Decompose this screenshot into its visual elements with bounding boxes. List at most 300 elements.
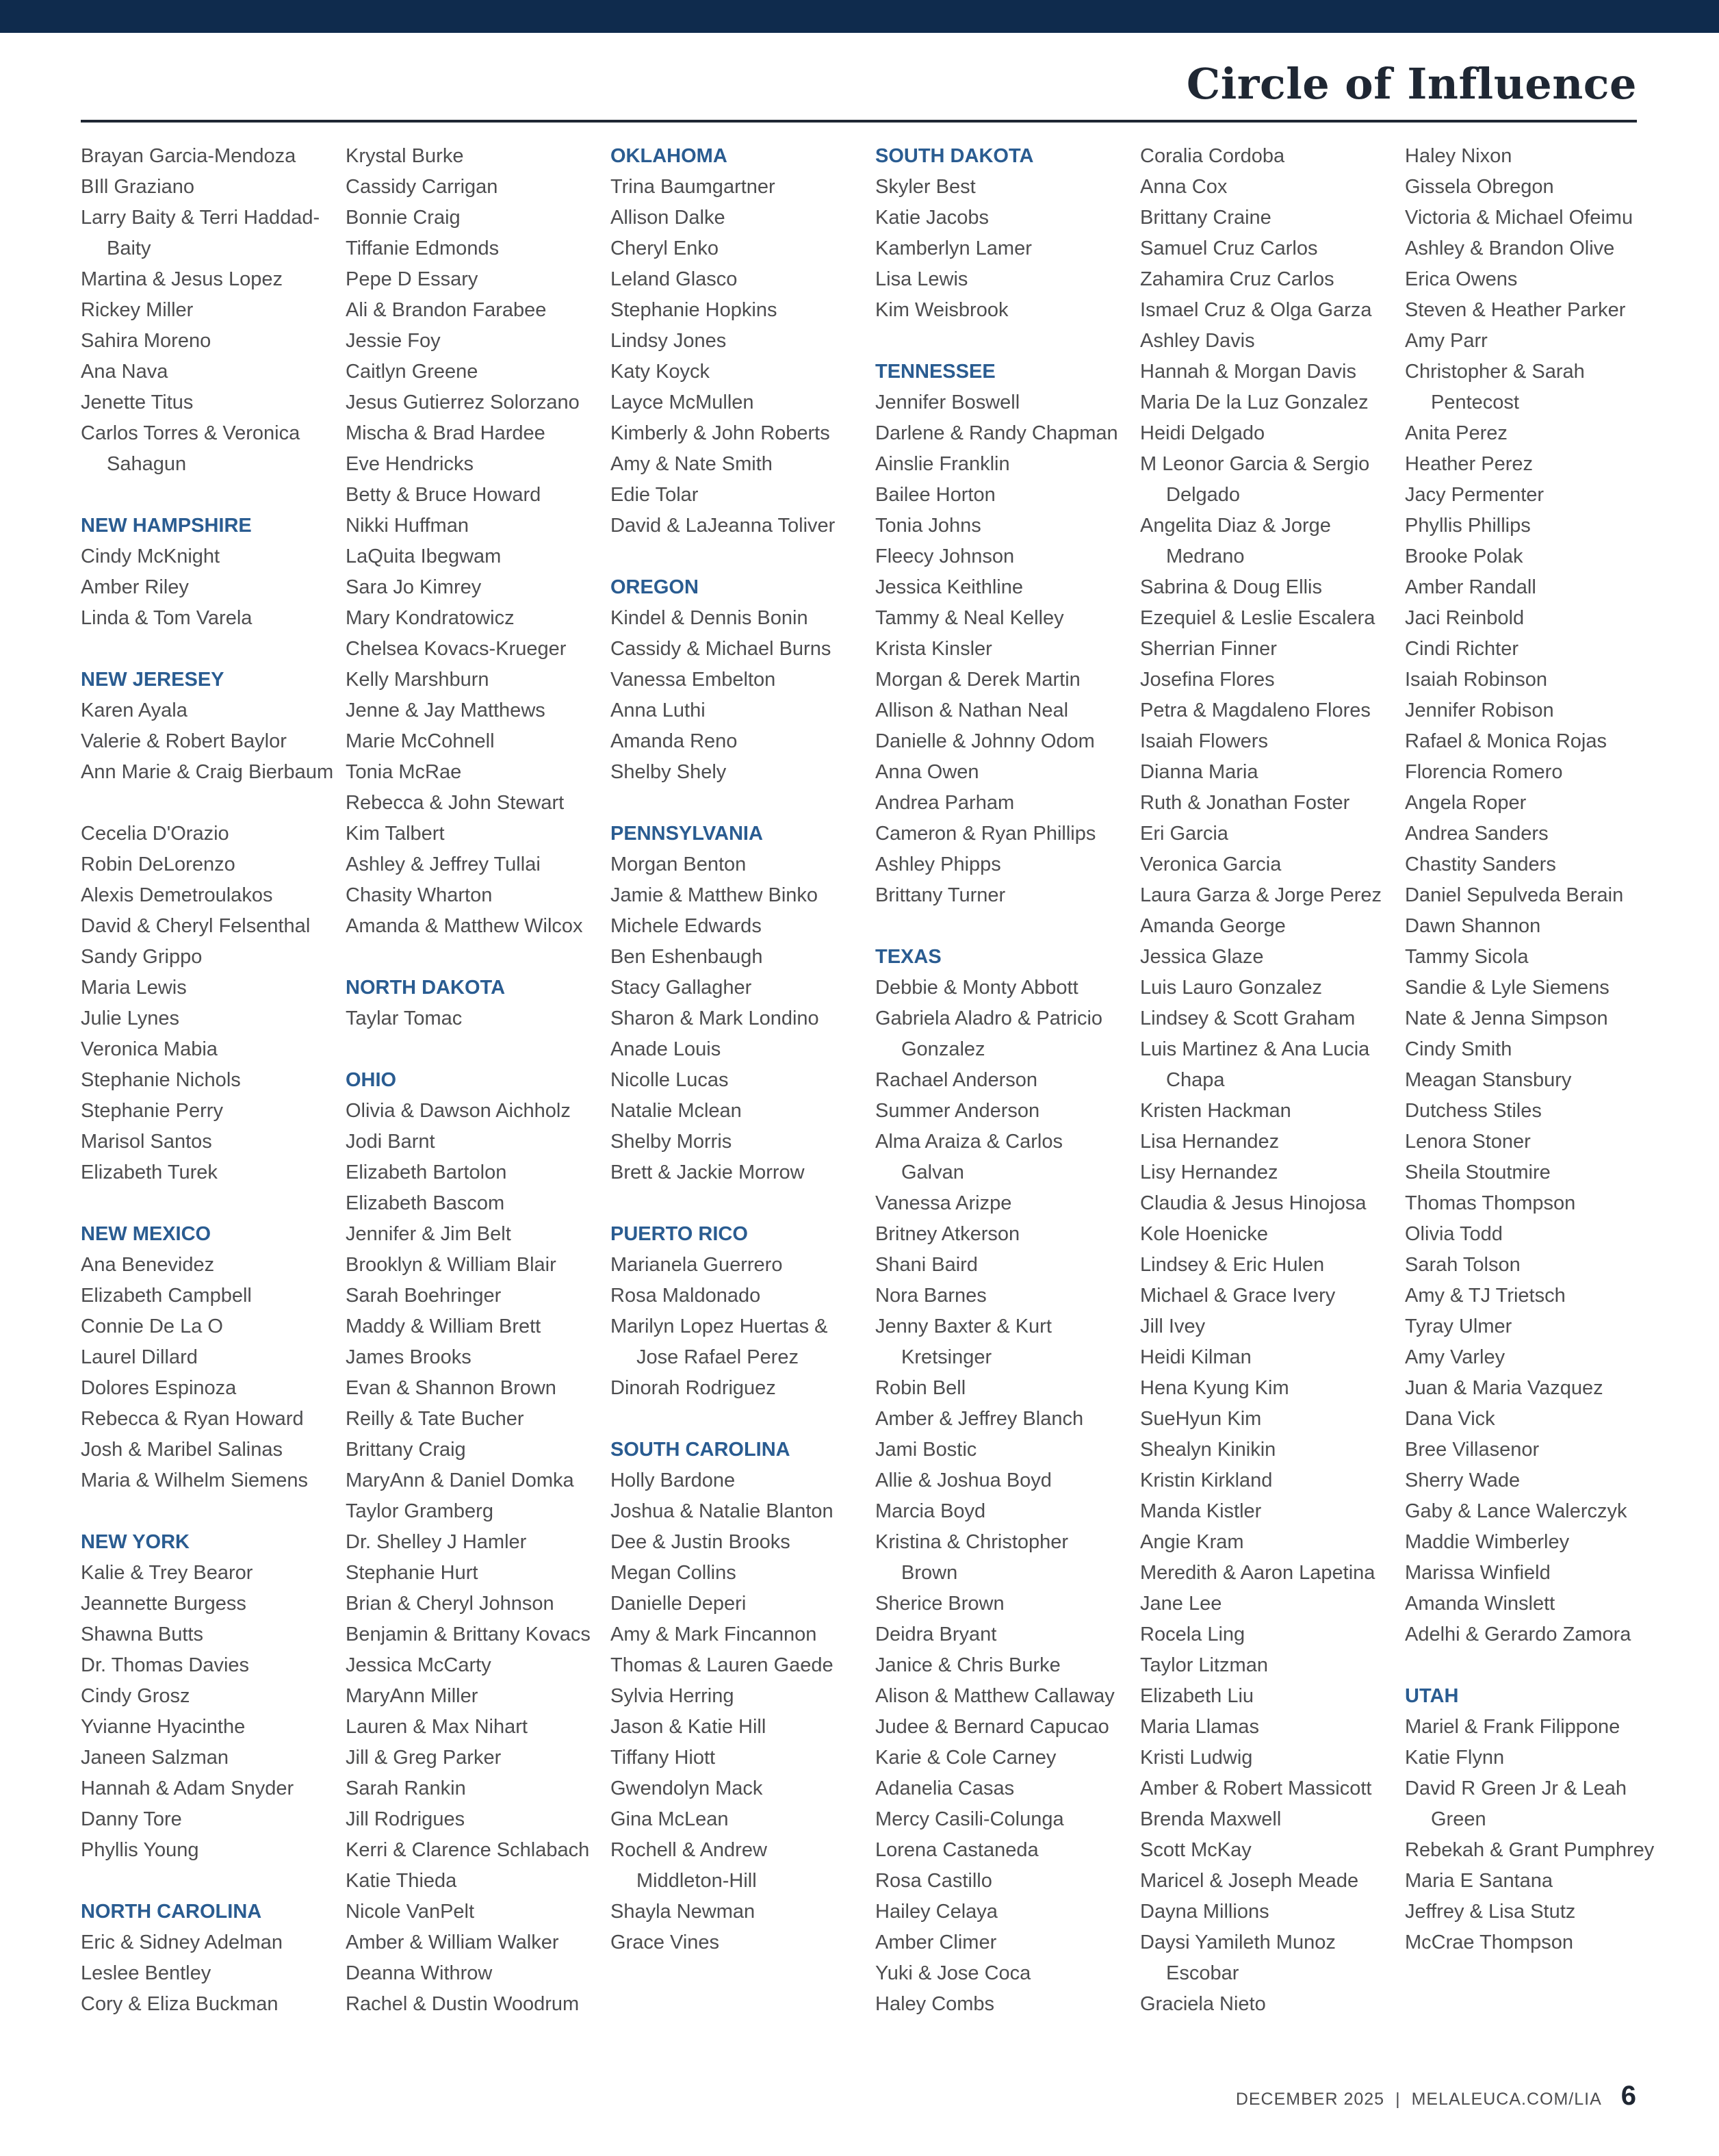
member-name: Jill Ivey bbox=[1140, 1316, 1206, 1337]
member-name: Isaiah Flowers bbox=[1140, 730, 1268, 752]
member-name: Betty & Bruce Howard bbox=[346, 484, 541, 506]
state-heading: TEXAS bbox=[875, 946, 942, 968]
member-name: Leslee Bentley bbox=[81, 1962, 211, 1984]
member-name: Elizabeth Liu bbox=[1140, 1685, 1254, 1707]
member-name: Lindsy Jones bbox=[610, 330, 727, 352]
member-name: Michele Edwards bbox=[610, 915, 762, 937]
member-name: Shayla Newman bbox=[610, 1901, 755, 1923]
member-name: Tiffanie Edmonds bbox=[346, 238, 500, 259]
member-name: Dana Vick bbox=[1405, 1408, 1495, 1430]
member-name: Luis Lauro Gonzalez bbox=[1140, 977, 1322, 999]
member-name: Veronica Mabia bbox=[81, 1038, 218, 1060]
member-name: Amy & Mark Fincannon bbox=[610, 1624, 817, 1645]
section-gap bbox=[81, 634, 334, 665]
member-name: Ashley Davis bbox=[1140, 330, 1255, 352]
member-name: Hannah & Adam Snyder bbox=[81, 1778, 294, 1799]
member-name: Mercy Casili-Colunga bbox=[875, 1808, 1064, 1830]
member-name: Mary Kondratowicz bbox=[346, 607, 515, 629]
member-name: Hailey Celaya bbox=[875, 1901, 998, 1923]
member-name: Taylor Litzman bbox=[1140, 1654, 1268, 1676]
member-name: Thomas Thompson bbox=[1405, 1192, 1576, 1214]
member-name: Amy & Nate Smith bbox=[610, 453, 773, 475]
member-name: Jessica Keithline bbox=[875, 576, 1023, 598]
column-1 bbox=[81, 141, 334, 2020]
member-name: Gissela Obregon bbox=[1405, 176, 1554, 198]
member-name: Adanelia Casas bbox=[875, 1778, 1015, 1799]
member-name: Julie Lynes bbox=[81, 1008, 180, 1029]
member-name: Darlene & Randy Chapman bbox=[875, 422, 1118, 444]
member-name: Brittany Turner bbox=[875, 884, 1006, 906]
member-name: Vanessa Arizpe bbox=[875, 1192, 1012, 1214]
member-name: Tammy & Neal Kelley bbox=[875, 607, 1064, 629]
member-name: Jenne & Jay Matthews bbox=[346, 700, 545, 721]
member-name: Amy Parr bbox=[1405, 330, 1488, 352]
member-name: Sheila Stoutmire bbox=[1405, 1162, 1551, 1183]
member-name: Haley Combs bbox=[875, 1993, 995, 2015]
column-5 bbox=[1140, 141, 1393, 2020]
section-gap bbox=[875, 326, 1128, 357]
member-name: Rachel & Dustin Woodrum bbox=[346, 1993, 580, 2015]
section-gap bbox=[81, 1866, 334, 1897]
member-name: Cindi Richter bbox=[1405, 638, 1518, 660]
member-name: Kimberly & John Roberts bbox=[610, 422, 830, 444]
member-name: Kristin Kirkland bbox=[1140, 1470, 1273, 1491]
member-name: Christopher & Sarah Pentecost bbox=[1405, 361, 1585, 413]
member-name: Dianna Maria bbox=[1140, 761, 1258, 783]
member-name: Amber & William Walker bbox=[346, 1932, 559, 1953]
member-name: Daniel Sepulveda Berain bbox=[1405, 884, 1624, 906]
member-name: Edie Tolar bbox=[610, 484, 699, 506]
member-name: David & LaJeanna Toliver bbox=[610, 515, 836, 537]
member-name: Maricel & Joseph Meade bbox=[1140, 1870, 1359, 1892]
member-name: Jill & Greg Parker bbox=[346, 1747, 502, 1769]
member-name: Dr. Shelley J Hamler bbox=[346, 1531, 527, 1553]
member-name: MaryAnn Miller bbox=[346, 1685, 478, 1707]
member-name: Ruth & Jonathan Foster bbox=[1140, 792, 1350, 814]
member-name: Brian & Cheryl Johnson bbox=[346, 1593, 554, 1615]
member-name: Amber & Jeffrey Blanch bbox=[875, 1408, 1084, 1430]
member-name: Thomas & Lauren Gaede bbox=[610, 1654, 833, 1676]
member-name: Rickey Miller bbox=[81, 299, 194, 321]
member-name: Erica Owens bbox=[1405, 268, 1518, 290]
member-name: Morgan & Derek Martin bbox=[875, 669, 1081, 691]
member-name: Cheryl Enko bbox=[610, 238, 719, 259]
member-name: Trina Baumgartner bbox=[610, 176, 775, 198]
member-name: Amy Varley bbox=[1405, 1346, 1505, 1368]
member-name: Jennifer Boswell bbox=[875, 392, 1020, 413]
member-name: Lisa Hernandez bbox=[1140, 1131, 1280, 1153]
member-name: Elizabeth Turek bbox=[81, 1162, 218, 1183]
member-name: Danielle Deperi bbox=[610, 1593, 747, 1615]
member-name: Ashley & Jeffrey Tullai bbox=[346, 854, 541, 875]
member-name: Holly Bardone bbox=[610, 1470, 736, 1491]
member-name: Alison & Matthew Callaway bbox=[875, 1685, 1115, 1707]
member-name: Chelsea Kovacs-Krueger bbox=[346, 638, 567, 660]
state-heading: OKLAHOMA bbox=[610, 145, 727, 167]
state-heading: UTAH bbox=[1405, 1685, 1459, 1707]
member-name: Nate & Jenna Simpson bbox=[1405, 1008, 1608, 1029]
section-gap bbox=[610, 1188, 864, 1219]
column-4 bbox=[875, 141, 1128, 2020]
member-name: Karie & Cole Carney bbox=[875, 1747, 1057, 1769]
member-name: Danielle & Johnny Odom bbox=[875, 730, 1095, 752]
member-name: Katie Thieda bbox=[346, 1870, 457, 1892]
member-name: Brittany Craine bbox=[1140, 207, 1271, 229]
member-name: Brooke Polak bbox=[1405, 546, 1523, 567]
member-name: Lindsey & Scott Graham bbox=[1140, 1008, 1356, 1029]
member-name: Natalie Mclean bbox=[610, 1100, 742, 1122]
member-name: Kim Talbert bbox=[346, 823, 445, 845]
section-gap bbox=[610, 1404, 864, 1435]
member-name: Linda & Tom Varela bbox=[81, 607, 253, 629]
member-name: Elizabeth Bartolon bbox=[346, 1162, 507, 1183]
member-name: Olivia Todd bbox=[1405, 1223, 1503, 1245]
member-name: McCrae Thompson bbox=[1405, 1932, 1574, 1953]
member-name: Maria E Santana bbox=[1405, 1870, 1553, 1892]
member-name: Kalie & Trey Bearor bbox=[81, 1562, 253, 1584]
member-name: Petra & Magdaleno Flores bbox=[1140, 700, 1371, 721]
member-name: Dutchess Stiles bbox=[1405, 1100, 1542, 1122]
member-name: Jane Lee bbox=[1140, 1593, 1222, 1615]
section-gap bbox=[610, 788, 864, 819]
member-name: MaryAnn & Daniel Domka bbox=[346, 1470, 574, 1491]
member-name: Maria Lewis bbox=[81, 977, 187, 999]
member-name: Kristina & Christopher Brown bbox=[875, 1531, 1069, 1584]
member-name: Michael & Grace Ivery bbox=[1140, 1285, 1336, 1307]
section-gap bbox=[81, 480, 334, 511]
member-name: Rosa Maldonado bbox=[610, 1285, 761, 1307]
member-name: Nikki Huffman bbox=[346, 515, 469, 537]
member-name: Stephanie Hurt bbox=[346, 1562, 478, 1584]
member-name: Lisy Hernandez bbox=[1140, 1162, 1278, 1183]
member-name: Rebecca & Ryan Howard bbox=[81, 1408, 304, 1430]
member-name: Scott McKay bbox=[1140, 1839, 1252, 1861]
member-name: Hannah & Morgan Davis bbox=[1140, 361, 1356, 383]
member-name: Anita Perez bbox=[1405, 422, 1508, 444]
member-name: Katie Jacobs bbox=[875, 207, 990, 229]
member-name: Stephanie Nichols bbox=[81, 1069, 241, 1091]
member-name: Amber Riley bbox=[81, 576, 189, 598]
member-name: Meagan Stansbury bbox=[1405, 1069, 1572, 1091]
member-name: Shelby Shely bbox=[610, 761, 727, 783]
member-name: Maria Llamas bbox=[1140, 1716, 1260, 1738]
member-name: Pepe D Essary bbox=[346, 268, 478, 290]
member-name: Maddy & William Brett bbox=[346, 1316, 541, 1337]
member-name: Bree Villasenor bbox=[1405, 1439, 1540, 1461]
member-name: Zahamira Cruz Carlos bbox=[1140, 268, 1334, 290]
member-name: Taylar Tomac bbox=[346, 1008, 463, 1029]
member-name: Tyray Ulmer bbox=[1405, 1316, 1512, 1337]
member-name: Jessica Glaze bbox=[1140, 946, 1264, 968]
member-name: Janice & Chris Burke bbox=[875, 1654, 1061, 1676]
member-name: Tiffany Hiott bbox=[610, 1747, 716, 1769]
member-name: Deanna Withrow bbox=[346, 1962, 493, 1984]
member-name: Anna Luthi bbox=[610, 700, 706, 721]
member-name: Anade Louis bbox=[610, 1038, 721, 1060]
member-name: Amber Randall bbox=[1405, 576, 1536, 598]
member-name: Angela Roper bbox=[1405, 792, 1527, 814]
member-name: Sherrian Finner bbox=[1140, 638, 1277, 660]
member-name: Brett & Jackie Morrow bbox=[610, 1162, 805, 1183]
member-name: Chasity Wharton bbox=[346, 884, 493, 906]
member-name: Lindsey & Eric Hulen bbox=[1140, 1254, 1325, 1276]
member-name: Amber & Robert Massicott bbox=[1140, 1778, 1372, 1799]
member-name: Allison Dalke bbox=[610, 207, 725, 229]
member-name: Sahira Moreno bbox=[81, 330, 211, 352]
member-name: Graciela Nieto bbox=[1140, 1993, 1266, 2015]
member-name: Martina & Jesus Lopez bbox=[81, 268, 283, 290]
member-name: Ainslie Franklin bbox=[875, 453, 1010, 475]
member-name: Bailee Horton bbox=[875, 484, 996, 506]
state-heading: OREGON bbox=[610, 576, 699, 598]
section-gap bbox=[1405, 1650, 1658, 1681]
page-footer bbox=[1236, 2081, 1637, 2112]
member-name: Cameron & Ryan Phillips bbox=[875, 823, 1096, 845]
member-name: Angelita Diaz & Jorge Medrano bbox=[1140, 515, 1331, 567]
member-name: Jamie & Matthew Binko bbox=[610, 884, 818, 906]
state-heading: NORTH CAROLINA bbox=[81, 1901, 262, 1923]
member-name: Robin Bell bbox=[875, 1377, 966, 1399]
member-name: Dolores Espinoza bbox=[81, 1377, 237, 1399]
member-name: Summer Anderson bbox=[875, 1100, 1040, 1122]
footer-separator: | bbox=[1395, 2090, 1401, 2109]
member-name: Kindel & Dennis Bonin bbox=[610, 607, 808, 629]
member-name: Dawn Shannon bbox=[1405, 915, 1541, 937]
member-name: Sandie & Lyle Siemens bbox=[1405, 977, 1610, 999]
member-name: Shawna Butts bbox=[81, 1624, 203, 1645]
member-name: Nicole VanPelt bbox=[346, 1901, 475, 1923]
page-number: 6 bbox=[1620, 2081, 1637, 2111]
member-name: Skyler Best bbox=[875, 176, 976, 198]
member-name: Allison & Nathan Neal bbox=[875, 700, 1069, 721]
member-name: Amanda & Matthew Wilcox bbox=[346, 915, 583, 937]
member-name: Rebekah & Grant Pumphrey bbox=[1405, 1839, 1655, 1861]
member-name: Megan Collins bbox=[610, 1562, 736, 1584]
member-name: Mischa & Brad Hardee bbox=[346, 422, 545, 444]
member-name: Kim Weisbrook bbox=[875, 299, 1009, 321]
member-name: Jenette Titus bbox=[81, 392, 194, 413]
member-name: Manda Kistler bbox=[1140, 1500, 1262, 1522]
member-name: Yuki & Jose Coca bbox=[875, 1962, 1031, 1984]
member-name: Jennifer Robison bbox=[1405, 700, 1554, 721]
member-name: Sharon & Mark Londino bbox=[610, 1008, 819, 1029]
member-name: Vanessa Embelton bbox=[610, 669, 776, 691]
member-name: Jessica McCarty bbox=[346, 1654, 491, 1676]
member-name: Cory & Eliza Buckman bbox=[81, 1993, 279, 2015]
member-name: Jason & Katie Hill bbox=[610, 1716, 766, 1738]
member-name: Sandy Grippo bbox=[81, 946, 203, 968]
member-name: Larry Baity & Terri Haddad-Baity bbox=[81, 207, 320, 259]
state-heading: NEW HAMPSHIRE bbox=[81, 515, 252, 537]
member-name: Eri Garcia bbox=[1140, 823, 1228, 845]
member-name: Morgan Benton bbox=[610, 854, 747, 875]
member-name: Jami Bostic bbox=[875, 1439, 977, 1461]
member-name: Jeannette Burgess bbox=[81, 1593, 246, 1615]
member-name: Marissa Winfield bbox=[1405, 1562, 1551, 1584]
member-name: Shani Baird bbox=[875, 1254, 978, 1276]
member-name: Katie Flynn bbox=[1405, 1747, 1505, 1769]
section-gap bbox=[81, 1188, 334, 1219]
section-gap bbox=[346, 942, 599, 973]
member-name: Ben Eshenbaugh bbox=[610, 946, 763, 968]
member-name: James Brooks bbox=[346, 1346, 471, 1368]
member-name: Laurel Dillard bbox=[81, 1346, 198, 1368]
member-name: Sarah Boehringer bbox=[346, 1285, 502, 1307]
member-name: Brooklyn & William Blair bbox=[346, 1254, 556, 1276]
member-name: Alma Araiza & Carlos Galvan bbox=[875, 1131, 1063, 1183]
state-heading: PUERTO RICO bbox=[610, 1223, 748, 1245]
member-name: Kerri & Clarence Schlabach bbox=[346, 1839, 590, 1861]
member-name: Haley Nixon bbox=[1405, 145, 1512, 167]
member-name: Eric & Sidney Adelman bbox=[81, 1932, 283, 1953]
member-name: Debbie & Monty Abbott bbox=[875, 977, 1078, 999]
member-name: Stephanie Hopkins bbox=[610, 299, 777, 321]
member-name: Dr. Thomas Davies bbox=[81, 1654, 250, 1676]
member-name: Lauren & Max Nihart bbox=[346, 1716, 528, 1738]
member-name: Kristi Ludwig bbox=[1140, 1747, 1253, 1769]
member-name: Laura Garza & Jorge Perez bbox=[1140, 884, 1382, 906]
member-name: Shealyn Kinikin bbox=[1140, 1439, 1276, 1461]
member-name: Daysi Yamileth Munoz Escobar bbox=[1140, 1932, 1336, 1984]
member-name: Kamberlyn Lamer bbox=[875, 238, 1032, 259]
member-name: Caitlyn Greene bbox=[346, 361, 478, 383]
member-name: Adelhi & Gerardo Zamora bbox=[1405, 1624, 1631, 1645]
state-heading: SOUTH DAKOTA bbox=[875, 145, 1034, 167]
member-name: Marisol Santos bbox=[81, 1131, 212, 1153]
member-name: Anna Owen bbox=[875, 761, 979, 783]
member-name: Dinorah Rodriguez bbox=[610, 1377, 776, 1399]
member-name: Ismael Cruz & Olga Garza bbox=[1140, 299, 1372, 321]
member-name: Stephanie Perry bbox=[81, 1100, 223, 1122]
member-name: Robin DeLorenzo bbox=[81, 854, 235, 875]
member-name: Gaby & Lance Walerczyk bbox=[1405, 1500, 1627, 1522]
member-name: Katy Koyck bbox=[610, 361, 710, 383]
member-name: Rafael & Monica Rojas bbox=[1405, 730, 1607, 752]
member-name: Meredith & Aaron Lapetina bbox=[1140, 1562, 1375, 1584]
member-name: Sarah Tolson bbox=[1405, 1254, 1521, 1276]
member-name: Rochell & Andrew Middleton-Hill bbox=[610, 1839, 767, 1892]
member-name: SueHyun Kim bbox=[1140, 1408, 1262, 1430]
member-name: Maria & Wilhelm Siemens bbox=[81, 1470, 308, 1491]
member-name: Steven & Heather Parker bbox=[1405, 299, 1626, 321]
member-name: Marcia Boyd bbox=[875, 1500, 986, 1522]
member-name: Sylvia Herring bbox=[610, 1685, 734, 1707]
member-name: Jaci Reinbold bbox=[1405, 607, 1525, 629]
member-name: Maria De la Luz Gonzalez bbox=[1140, 392, 1369, 413]
member-name: Gabriela Aladro & Patricio Gonzalez bbox=[875, 1008, 1103, 1060]
member-name: Layce McMullen bbox=[610, 392, 754, 413]
state-heading: NEW YORK bbox=[81, 1531, 190, 1553]
member-name: Amanda George bbox=[1140, 915, 1286, 937]
member-name: Coralia Cordoba bbox=[1140, 145, 1285, 167]
member-name: Amanda Winslett bbox=[1405, 1593, 1555, 1615]
member-name: Eve Hendricks bbox=[346, 453, 474, 475]
member-name: Bonnie Craig bbox=[346, 207, 461, 229]
member-name: Cassidy & Michael Burns bbox=[610, 638, 831, 660]
member-name: Leland Glasco bbox=[610, 268, 738, 290]
member-name: Grace Vines bbox=[610, 1932, 720, 1953]
member-name: Sherry Wade bbox=[1405, 1470, 1521, 1491]
section-gap bbox=[875, 911, 1128, 942]
section-gap bbox=[610, 541, 864, 572]
member-name: Elizabeth Bascom bbox=[346, 1192, 505, 1214]
member-name: Lorena Castaneda bbox=[875, 1839, 1039, 1861]
member-name: Jill Rodrigues bbox=[346, 1808, 465, 1830]
member-name: Andrea Parham bbox=[875, 792, 1015, 814]
member-name: Juan & Maria Vazquez bbox=[1405, 1377, 1603, 1399]
member-name: Jenny Baxter & Kurt Kretsinger bbox=[875, 1316, 1052, 1368]
member-name: Shelby Morris bbox=[610, 1131, 732, 1153]
member-name: Rosa Castillo bbox=[875, 1870, 992, 1892]
member-name: Nicolle Lucas bbox=[610, 1069, 729, 1091]
column-2 bbox=[346, 141, 599, 2020]
member-name: Samuel Cruz Carlos bbox=[1140, 238, 1318, 259]
state-heading: NORTH DAKOTA bbox=[346, 977, 506, 999]
member-name: Ezequiel & Leslie Escalera bbox=[1140, 607, 1375, 629]
member-name: Cecelia D'Orazio bbox=[81, 823, 229, 845]
member-name: Joshua & Natalie Blanton bbox=[610, 1500, 833, 1522]
state-heading: NEW MEXICO bbox=[81, 1223, 211, 1245]
member-name: Connie De La O bbox=[81, 1316, 223, 1337]
member-name: Carlos Torres & Veronica Sahagun bbox=[81, 422, 300, 475]
member-name: Krista Kinsler bbox=[875, 638, 992, 660]
state-heading: SOUTH CAROLINA bbox=[610, 1439, 790, 1461]
member-name: Dee & Justin Brooks bbox=[610, 1531, 790, 1553]
member-name: Josefina Flores bbox=[1140, 669, 1275, 691]
member-name: Jacy Permenter bbox=[1405, 484, 1544, 506]
member-name: Evan & Shannon Brown bbox=[346, 1377, 556, 1399]
member-name: Kelly Marshburn bbox=[346, 669, 489, 691]
member-name: Ana Nava bbox=[81, 361, 168, 383]
section-gap bbox=[81, 1496, 334, 1527]
member-name: Gwendolyn Mack bbox=[610, 1778, 763, 1799]
member-name: LaQuita Ibegwam bbox=[346, 546, 502, 567]
member-name: Nora Barnes bbox=[875, 1285, 987, 1307]
member-name: M Leonor Garcia & Sergio Delgado bbox=[1140, 453, 1370, 506]
member-name: Gina McLean bbox=[610, 1808, 729, 1830]
member-name: Jessie Foy bbox=[346, 330, 441, 352]
member-name: Rebecca & John Stewart bbox=[346, 792, 565, 814]
member-name: Sara Jo Kimrey bbox=[346, 576, 482, 598]
top-banner bbox=[0, 0, 1719, 33]
member-name: Dayna Millions bbox=[1140, 1901, 1269, 1923]
member-name: Angie Kram bbox=[1140, 1531, 1244, 1553]
member-name: Marianela Guerrero bbox=[610, 1254, 783, 1276]
member-name: Lenora Stoner bbox=[1405, 1131, 1531, 1153]
member-name: Tammy Sicola bbox=[1405, 946, 1529, 968]
member-name: Ana Benevidez bbox=[81, 1254, 215, 1276]
member-name: Deidra Bryant bbox=[875, 1624, 997, 1645]
member-name: Tonia Johns bbox=[875, 515, 981, 537]
member-name: Judee & Bernard Capucao bbox=[875, 1716, 1109, 1738]
member-name: Andrea Sanders bbox=[1405, 823, 1549, 845]
member-name: Lisa Lewis bbox=[875, 268, 968, 290]
member-name: Krystal Burke bbox=[346, 145, 464, 167]
member-name: Sabrina & Doug Ellis bbox=[1140, 576, 1322, 598]
page-title: Circle of Influence bbox=[1186, 59, 1637, 109]
member-name: Phyllis Phillips bbox=[1405, 515, 1531, 537]
member-name: Chastity Sanders bbox=[1405, 854, 1556, 875]
member-name: Ashley & Brandon Olive bbox=[1405, 238, 1615, 259]
member-name: Brenda Maxwell bbox=[1140, 1808, 1282, 1830]
member-name: Amy & TJ Trietsch bbox=[1405, 1285, 1566, 1307]
member-name: Valerie & Robert Baylor bbox=[81, 730, 287, 752]
member-name: Jennifer & Jim Belt bbox=[346, 1223, 511, 1245]
footer-date: DECEMBER 2025 bbox=[1235, 2090, 1385, 2109]
member-name: David R Green Jr & Leah Green bbox=[1405, 1778, 1627, 1830]
member-name: Amber Climer bbox=[875, 1932, 997, 1953]
member-name: Cindy Smith bbox=[1405, 1038, 1512, 1060]
